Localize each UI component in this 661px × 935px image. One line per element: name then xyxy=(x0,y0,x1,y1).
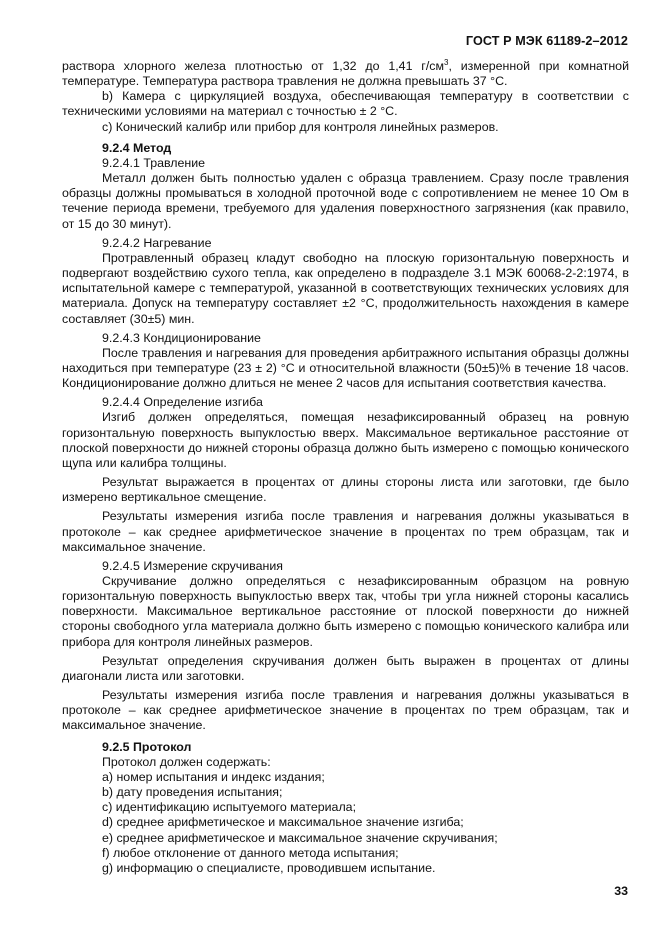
section-9-2-5-title: 9.2.5 Протокол xyxy=(102,739,192,754)
section-9-2-4-4-text-2: Результат выражается в процентах от длины стороны листа или заготовки, где было измерено вертикальное смещение. xyxy=(62,475,629,505)
protocol-item: g) информацию о специалисте, проводившем испытание. xyxy=(102,860,436,875)
section-9-2-4-1-title: 9.2.4.1 Травление xyxy=(102,155,206,170)
protocol-item: a) номер испытания и индекс издания; xyxy=(102,769,325,784)
section-9-2-4-3-title: 9.2.4.3 Кондиционирование xyxy=(102,330,261,345)
item-c-conical-gauge: c) Конический калибр или прибор для контроля линейных размеров. xyxy=(102,119,499,134)
protocol-item: b) дату проведения испытания; xyxy=(102,785,283,800)
superscript-3: 3 xyxy=(443,57,449,67)
section-9-2-4-title: 9.2.4 Метод xyxy=(102,140,172,155)
section-9-2-4-5-text-1: Скручивание должно определяться с незафиксированным образцом на ровную горизонтальную поверхность выпуклостью вверх так, чтобы три угла нижней стороны касались поверхности. Максимальное вертикальное расстояние от плоской поверхности до нижней стороны свободного угла материала должно быть измерено с помощью конического калибра или прибора для контроля линейных размеров. xyxy=(62,574,629,649)
section-9-2-4-4-text-3: Результаты измерения изгиба после травления и нагревания должны указываться в протоколе – как среднее арифметическое значение в процентах по трем образцам, так и максимальное значение. xyxy=(62,509,629,554)
protocol-item: c) идентификацию испытуемого материала; xyxy=(102,800,357,815)
section-9-2-4-5-text-3: Результаты измерения изгиба после травления и нагревания должны указываться в протоколе – как среднее арифметическое значение в процентах по трем образцам, так и максимальное значение. xyxy=(62,688,629,733)
item-b-air-chamber: b) Камера с циркуляцией воздуха, обеспечивающая температуру в соответствии с техническими условиями на материал с точностью ± 2 °С. xyxy=(62,89,629,119)
section-9-2-5-intro: Протокол должен содержать: xyxy=(102,754,271,769)
section-9-2-4-3-text: После травления и нагревания для проведения арбитражного испытания образцы должны находиться при температуре (23 ± 2) °С и относительной влажности (50±5)% в течение 18 часов. Кондиционирование должно длиться не менее 2 часов для испытания соответствия качества. xyxy=(62,345,629,391)
protocol-item: e) среднее арифметическое и максимальное значение скручивания; xyxy=(102,830,498,845)
section-9-2-4-4-title: 9.2.4.4 Определение изгиба xyxy=(102,395,263,410)
section-9-2-4-2-title: 9.2.4.2 Нагревание xyxy=(102,235,212,250)
protocol-item: d) среднее арифметическое и максимальное значение изгиба; xyxy=(102,815,464,830)
protocol-item: f) любое отклонение от данного метода испытания; xyxy=(102,845,399,860)
section-9-2-4-5-title: 9.2.4.5 Измерение скручивания xyxy=(102,558,283,573)
page-number: 33 xyxy=(614,884,628,898)
section-9-2-4-1-text: Металл должен быть полностью удален с образца травлением. Сразу после травления образцы должны промываться в холодной проточной воде с сопротивлением не менее 10 Ом в течение периода времени, требуемого для удаления поверхностного загрязнения (как правило, от 15 до 30 минут). xyxy=(62,171,629,231)
section-9-2-4-5-text-2: Результат определения скручивания должен быть выражен в процентах от длины диагонали листа или заготовки. xyxy=(62,653,629,683)
paragraph-etching-solution: раствора хлорного железа плотностью от 1,32 до 1,41 $г/см^3$, измеренной при комнатной температуре. Температура раствора травления не должна превышать 37 °С. xyxy=(62,57,629,89)
standard-header: ГОСТ Р МЭК 61189-2–2012 xyxy=(465,34,628,48)
page-body xyxy=(62,59,629,876)
section-9-2-4-2-text: Протравленный образец кладут свободно на плоскую горизонтальную поверхность и подвергают воздействию сухого тепла, как определено в подразделе 3.1 МЭК 60068-2-2:1974, в испытательной камере с температурой, указанной в соответствующих технических условиях для материала. Допуск на температуру составляет ±2 °С, продолжительность нахождения в камере составляет (30±5) мин. xyxy=(62,250,629,326)
section-9-2-4-4-text-1: Изгиб должен определяться, помещая незафиксированный образец на ровную горизонтальную поверхность выпуклостью вверх. Максимальное вертикальное расстояние от плоской поверхности до нижней стороны образца должно быть измерено с помощью конического щупа или калибра толщины. xyxy=(62,410,629,470)
